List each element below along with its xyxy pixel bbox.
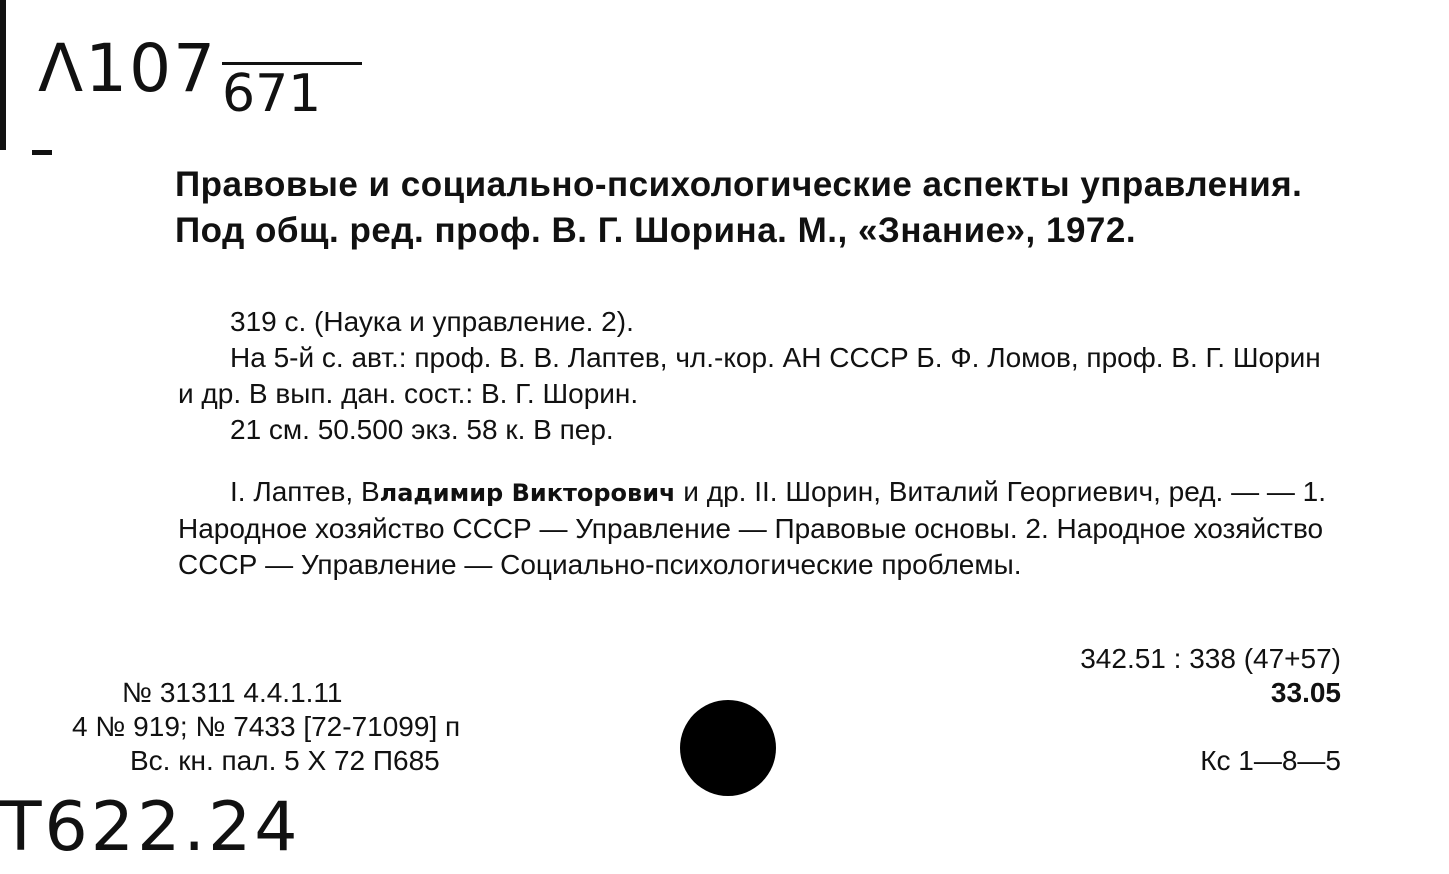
handwritten-bottom-code: Т622.24 [0, 788, 301, 867]
udc-code: 342.51 : 338 (47+57) [1080, 643, 1341, 674]
handwritten-shelf-code: Λ107 [38, 30, 218, 107]
format-line: 21 см. 50.500 экз. 58 к. В пер. [230, 414, 614, 445]
control-code: Кс 1—8—5 [1200, 745, 1341, 776]
left-edge-rule [0, 0, 6, 150]
authors-note: На 5-й с. авт.: проф. В. В. Лаптев, чл.-кор. АН СССР Б. Ф. Ломов, проф. В. Г. Шорин и др. В вып. дан. сост.: В. Г. Шорин. [178, 342, 1321, 409]
footer-left-line-1: № 31311 4.4.1.11 [122, 677, 343, 708]
pages-line: 319 с. (Наука и управление. 2). [230, 306, 634, 337]
dash-mark [32, 150, 52, 155]
bbk-code: 33.05 [1270, 677, 1341, 708]
index-entries: I. Лаптев, Владимир Викторович и др. II. Шорин, Виталий Георгиевич, ред. — — 1. Народное хозяйство СССР — Управление — Правовые основы. 2. Народное хозяйство СССР — Управление — Социально-психологические проблемы. [178, 476, 1327, 580]
footer-left-line-3: Вс. кн. пал. 5 X 72 П685 [130, 745, 440, 776]
footer-left-line-2: 4 № 919; № 7433 [72-71099] п [72, 711, 461, 742]
handwritten-name-insert: ладимир Викторович [379, 479, 676, 507]
handwritten-fraction: 671 [222, 62, 362, 123]
book-title: Правовые и социально-психологические аспекты управления. Под общ. ред. проф. В. Г. Шорина. М., «Знание», 1972. [175, 165, 1303, 250]
punch-hole [680, 700, 776, 796]
